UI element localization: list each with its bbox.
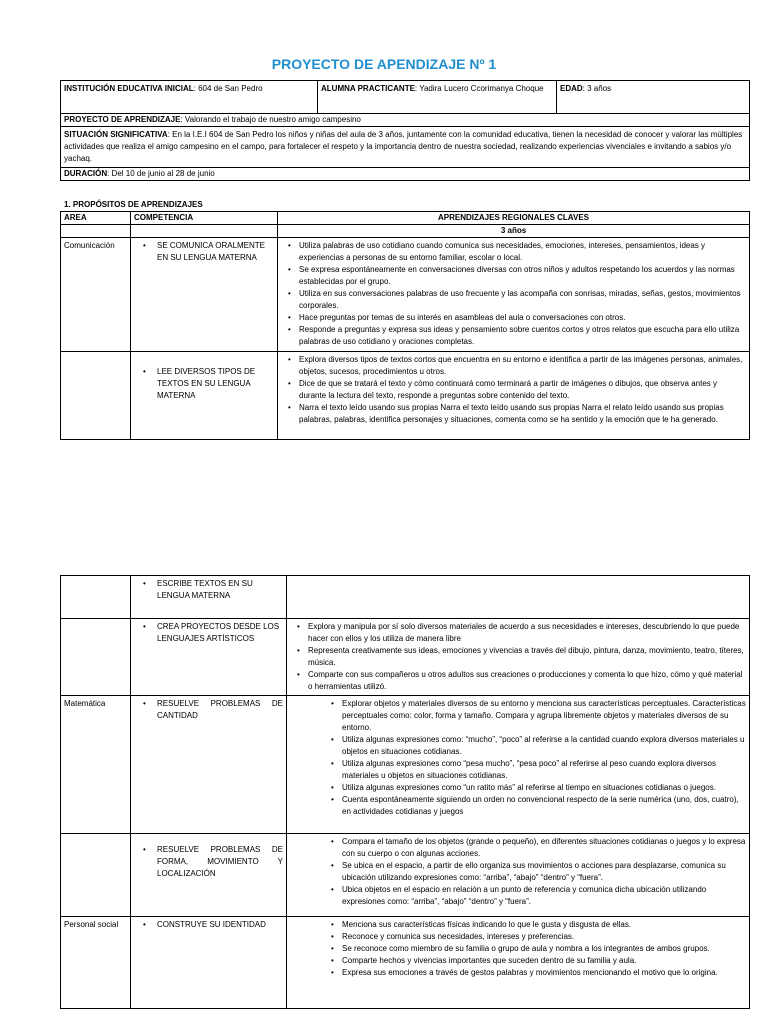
competencia-cell: • CONSTRUYE SU IDENTIDAD	[131, 917, 287, 1009]
competencia-cell: • SE COMUNICA ORALMENTE EN SU LENGUA MATERNA	[131, 238, 278, 352]
area-cell	[61, 352, 131, 440]
aprendizajes-cell	[287, 696, 750, 834]
list-item: • Cuenta espontáneamente siguiendo un orden no convencional respecto de la serie numérica (uno, dos, cuatro), en actividades cotidianas y juegos	[342, 794, 746, 818]
edad-cell: EDAD: 3 años	[557, 81, 750, 114]
institucion-cell: INSTITUCIÓN EDUCATIVA INICIAL: 604 de San Pedro	[61, 81, 318, 114]
alumna-cell: ALUMNA PRACTICANTE: Yadira Lucero Ccorimanya Choque	[318, 81, 557, 114]
aprendizajes-cell	[287, 619, 750, 696]
list-item: • Representa creativamente sus ideas, emociones y vivencias a través del dibujo, pintura, danza, movimiento, teatro, títeres, música.	[308, 645, 746, 669]
list-item: • Comparte con sus compañeros u otros adultos sus creaciones o producciones y comenta lo que hizo, cómo y qué material o herramientas utilizó.	[308, 669, 746, 693]
list-item: • Compara el tamaño de los objetos (grande o pequeño), en diferentes situaciones cotidianas o juegos y lo expresa con su cuerpo o con algunas acciones.	[342, 836, 746, 860]
header-competencia: COMPETENCIA	[131, 212, 278, 225]
list-item: • Reconoce y comunica sus necesidades, intereses y preferencias.	[342, 931, 746, 943]
list-item: • Menciona sus características físicas indicando lo que le gusta y disgusta de ellas.	[342, 919, 746, 931]
list-item: • Se ubica en el espacio, a partir de ello organiza sus movimientos o acciones para desplazarse, comunica su ubicación utilizando expresiones como: “arriba”, “abajo” “dentro” y “fuera”.	[342, 860, 746, 884]
competencia-cell: • LEE DIVERSOS TIPOS DE TEXTOS EN SU LENGUA MATERNA	[131, 352, 278, 440]
list-item: • Responde a preguntas y expresa sus ideas y pensamiento sobre cuentos cortos y otros relatos que escucha para ello utiliza palabras de uso cotidiano y oraciones completas.	[299, 324, 746, 348]
aprendizajes-cell	[278, 238, 750, 352]
list-item: • Utiliza palabras de uso cotidiano cuando comunica sus necesidades, emociones, intereses, pensamientos, ideas y experiencias a personas de su entorno familiar, escolar o local.	[299, 240, 746, 264]
page-title: PROYECTO DE APENDIZAJE Nº 1	[271, 56, 497, 72]
list-item: • Narra el texto leído usando sus propias Narra el texto leído usando sus propias Narra el relato leído usando sus propias palabras, palabras, identifica personajes y situaciones, comenta como se ha sentido y la emoción que le ha generado.	[299, 402, 746, 426]
purposes-table-top	[60, 211, 750, 440]
list-item: • Utiliza en sus conversaciones palabras de uso frecuente y las acompaña con sonrisas, miradas, señas, gestos, movimientos corporales.	[299, 288, 746, 312]
list-item: • Dice de que se tratará el texto y cómo continuará como terminará a partir de imágenes o dibujos, que observa antes y durante la lectura del texto, responde a preguntas sobre contenido del texto.	[299, 378, 746, 402]
aprendizajes-cell	[287, 917, 750, 1009]
list-item: • Expresa sus emociones a través de gestos palabras y movimientos mencionando el motivo que lo origina.	[342, 967, 746, 979]
area-cell	[61, 619, 131, 696]
info-table	[60, 80, 750, 181]
competencia-cell: • RESUELVE PROBLEMAS DE CANTIDAD	[131, 696, 287, 834]
list-item: • Ubica objetos en el espacio en relación a un punto de referencia y comunica dicha ubicación utilizando expresiones como: “arriba”, “abajo” “dentro” y “fuera”.	[342, 884, 746, 908]
list-item: • Explora y manipula por sí solo diversos materiales de acuerdo a sus necesidades e intereses, descubriendo lo que puede hacer con ellos y los utiliza de manera libre	[308, 621, 746, 645]
area-cell: Matemática	[61, 696, 131, 834]
aprendizajes-cell	[287, 834, 750, 917]
list-item: • Hace preguntas por temas de su interés en asambleas del aula o conversaciones con otros.	[299, 312, 746, 324]
proyecto-cell: PROYECTO DE APRENDIZAJE: Valorando el trabajo de nuestro amigo campesino	[61, 114, 750, 127]
header-aprendizajes: APRENDIZAJES REGIONALES CLAVES	[278, 212, 750, 225]
list-item: • Utiliza algunas expresiones como “un ratito más” al referirse al tiempo en situaciones cotidianas o juegos.	[342, 782, 746, 794]
purposes-table-bottom	[60, 575, 750, 1009]
header-age: 3 años	[278, 225, 750, 238]
list-item: • Se expresa espontáneamente en conversaciones diversas con otros niños y adultos respetando los acuerdos y las normas establecidas por el grupo.	[299, 264, 746, 288]
area-cell	[61, 834, 131, 917]
area-cell: Personal social	[61, 917, 131, 1009]
aprendizajes-cell	[287, 576, 750, 619]
area-cell	[61, 576, 131, 619]
list-item: • Explorar objetos y materiales diversos de su entorno y menciona sus características perceptuales. Características perceptuales como: color, forma y tamaño. Compara y agrupa libremente objetos y materiales diversos de su entorno.	[342, 698, 746, 734]
header-area: AREA	[61, 212, 131, 225]
list-item: • Utiliza algunas expresiones como: “mucho”, “poco” al referirse a la cantidad cuando explora diversos materiales u objetos en situaciones cotidianas.	[342, 734, 746, 758]
list-item: • Se reconoce como miembro de su familia o grupo de aula y nombra a los integrantes de ambos grupos.	[342, 943, 746, 955]
aprendizajes-cell	[278, 352, 750, 440]
duracion-cell: DURACIÓN: Del 10 de junio al 28 de junio	[61, 168, 750, 181]
section-title: 1. PROPÓSITOS DE APRENDIZAJES	[64, 200, 203, 209]
situacion-cell: SITUACIÓN SIGNIFICATIVA: En la I.E.I 604 de San Pedro los niños y niñas del aula de 3 años, juntamente con la comunidad educativa, tienen la necesidad de conocer y valorar las múltiples actividades que realiza el amigo campesino en el campo, para fortalecer el respeto y la importancia dentro de nuestra sociedad, realizando experiencias vivenciales e invitando a sabios y/o yachaq.	[61, 127, 750, 168]
list-item: • Utiliza algunas expresiones como “pesa mucho”, “pesa poco” al referirse al peso cuando explora diversos materiales u objetos en situaciones cotidianas.	[342, 758, 746, 782]
competencia-cell: • RESUELVE PROBLEMAS DE FORMA, MOVIMIENTO Y LOCALIZACIÓN	[131, 834, 287, 917]
list-item: • Comparte hechos y vivencias importantes que suceden dentro de su familia y aula.	[342, 955, 746, 967]
competencia-cell: • CREA PROYECTOS DESDE LOS LENGUAJES ARTÍSTICOS	[131, 619, 287, 696]
competencia-cell: • ESCRIBE TEXTOS EN SU LENGUA MATERNA	[131, 576, 287, 619]
area-cell: Comunicación	[61, 238, 131, 352]
list-item: • Explora diversos tipos de textos cortos que encuentra en su entorno e identifica a partir de las imágenes personas, animales, objetos, sucesos, procedimientos u otros.	[299, 354, 746, 378]
